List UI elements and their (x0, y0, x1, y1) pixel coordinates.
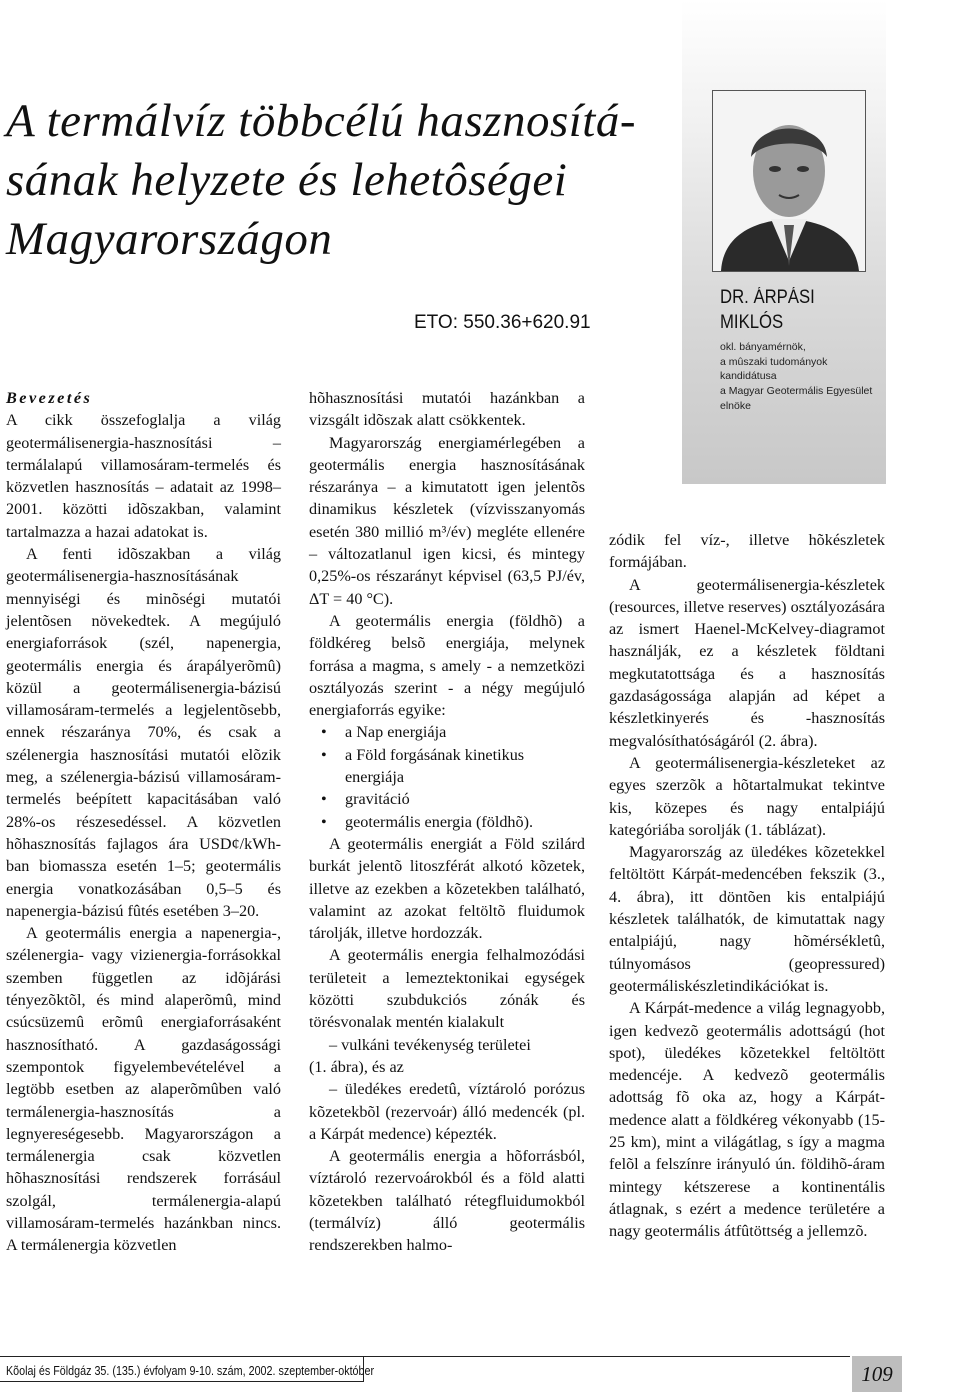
column-3 (609, 529, 885, 1243)
eto-code: ETO: 550.36+620.91 (414, 312, 591, 333)
affil-line: okl. bányamérnök, (720, 341, 806, 353)
dash-item-continuation: (1. ábra), és az (309, 1057, 404, 1076)
column-2 (309, 387, 585, 1257)
author-photo (712, 90, 866, 272)
article-title (6, 92, 646, 269)
list-item: • gravitáció (309, 788, 585, 810)
column-1 (6, 387, 281, 1257)
page-number: 109 (852, 1356, 902, 1392)
title-line-1: A termálvíz többcélú hasznosítá- (6, 95, 637, 147)
paragraph: A geotermális energia felhalmozódási területeit a lemeztektonikai egységek közötti szubdukciós zónák és törésvonalak mentén kialakult (309, 946, 585, 1032)
paragraph: zódik fel víz-, illetve hõkészletek formájában. (609, 531, 885, 572)
author-name-line-2: MIKLÓS (720, 312, 784, 333)
list-item: • geotermális energia (földhõ). (309, 811, 585, 833)
bullet-list (309, 721, 585, 832)
paragraph: A geotermális energia (földhõ) a földkéreg belsõ energiája, melynek forrása a magma, s amely - a nemzetközi osztályozás szerint - a négy megújuló energiaforrás egyike: (309, 611, 585, 720)
paragraph: A Kárpát-medence a világ legnagyobb, igen kedvezõ geotermális adottságú (hot spot), üledékes kõzetekkel feltöltött medencéje. A kedvezõ geotermális adottság fõ oka az, hogy a Kárpát-medence alatt a földkéreg vékonyabb (15-25 km), mint a világátlag, s így a magma felõl a felszínre irányuló ún. földihõ-áram mintegy kétszerese a kontinentális átlagnak, s ezért a medence területére a nagy geotermális átfûtöttség a jellemzõ. (609, 999, 885, 1241)
dash-item: – üledékes eredetû, víztároló porózus kõzetekbõl (rezervoár) álló medencék (pl. a Kárpát medence) képezték. (309, 1080, 585, 1143)
title-line-3: Magyarországon (6, 213, 333, 265)
journal-citation: Kõolaj és Földgáz 35. (135.) évfolyam 9-10. szám, 2002. szeptember-október (6, 1364, 375, 1378)
author-affiliation (720, 340, 890, 414)
paragraph: A geotermálisenergia-készleteket az egyes szerzõk a hõtartalmukat tekintve kis, közepes és nagy entalpiájú kategóriába sorolják (1. táblázat). (609, 753, 885, 839)
affil-line: kandidátusa (720, 370, 777, 383)
paragraph: Magyarország energiamérlegében a geotermális energia hasznosításának részaránya – a kimutatott igen jelentõs dinamikus készletek (vízvisszanyomás esetén 380 millió m³/év) megléte ellenére – változatlanul igen kicsi, és mintegy 0,25%-os részarányt képvisel (63,5 PJ/év, ΔT = 40 °C). (309, 433, 585, 608)
paragraph: A geotermális energia a napenergia-, szélenergia- vagy vizienergia-forrásokkal szemben független az idõjárási tényezõktõl, és mind alaperõmû, mind csúcsüzemû erõmû energiaforrásaként hasznosítható. A gazdaságossági szempontok figyelembevételével a legtöbb esetben az alaperõmûben való termálenergia-hasznosítás a legnyereségesebb. Magyarországon a termálenergia csak közvetlen hõhasznosítási rendszerek forrásául szolgál, termálenergia-alapú villamosáram-termelés hazánkban nincs. A termálenergia közvetlen (6, 924, 281, 1255)
paragraph: A fenti idõszakban a világ geotermálisenergia-hasznosításának mennyiségi és minõségi mutatói jelentõsen növekedtek. A megújuló energiaforrások (szél, napenergia, geotermális energia és árapályerõmû) közül a geotermálisenergia-bázisú villamosáram-termelés a legjelentõsebb, ennek részaránya 70%, és csak a szélenergia hasznosítási mutatói elõzik meg, a szélenergia-bázisú villamosáram-termelés beépített kapacitásában való 28%-os részesedéssel. A közvetlen hõhasznosítás fajlagos ára USD¢/kWh-ban biomassza esetén 1–5; geotermális energia vonatkozásában 0,5–5 és napenergia-bázisú fûtés esetében 3–20. (6, 545, 281, 920)
list-item: • a Nap energiája (309, 721, 585, 743)
affil-line: a Magyar Geotermális Egyesület (720, 385, 873, 398)
section-heading: Bevezetés (6, 389, 93, 407)
title-line-2: sának helyzete és lehetôségei (6, 154, 568, 206)
paragraph: A cikk összefoglalja a világ geotermálisenergia-hasznosítási – termálalapú villamosáram-termelés és közvetlen hasznosítás – adatait az 1998–2001. közötti idõszakban, valamint tartalmazza a hazai adatokat is. (6, 411, 281, 541)
paragraph: Magyarország az üledékes kõzetekkel feltöltött Kárpát-medencében fekszik (3., 4. ábra), itt döntõen kis entalpiájú készletek találhatók, de kimutattak nagy entalpiájú, nagy hõmérsékletû, túlnyomásos (geopressured) geotermáliskészletindikációkat is. (609, 843, 885, 995)
dash-item: – vulkáni tevékenység területei (329, 1035, 531, 1054)
affil-line: a mûszaki tudományok (720, 355, 828, 368)
paragraph: A geotermális energiát a Föld szilárd burkát jelentõ litoszférát alkotó kõzetek, illetve az ezekben a kõzetekben található, valamint az azokat feltöltõ fluidumok tárolják, illetve hordozzák. (309, 834, 585, 943)
author-name-line-1: DR. ÁRPÁSI (720, 287, 815, 308)
affil-line: elnöke (720, 399, 751, 412)
paragraph: A geotermális energia a hõforrásból, víztároló rezervoárokból és a föld alatti kõzetekben található rétegfluidumokból (termálvíz) álló geotermális rendszerekben halmo- (309, 1147, 585, 1255)
paragraph: A geotermálisenergia-készletek (resources, illetve reserves) osztályozására az ismert Haenel-McKelvey-diagramot használják, ez a készletek földtani megkutatottsága és a hasznosítás gazdaságossága alapján ad képet a készletkinyerés és -hasznosítás megvalósíthatóságáról (2. ábra). (609, 575, 885, 750)
author-name (720, 285, 861, 335)
paragraph: hõhasznosítási mutatói hazánkban a vizsgált idõszak alatt csökkentek. (309, 389, 585, 430)
author-portrait-icon (713, 91, 865, 271)
list-item: • a Föld forgásának kinetikus energiája (309, 744, 585, 789)
